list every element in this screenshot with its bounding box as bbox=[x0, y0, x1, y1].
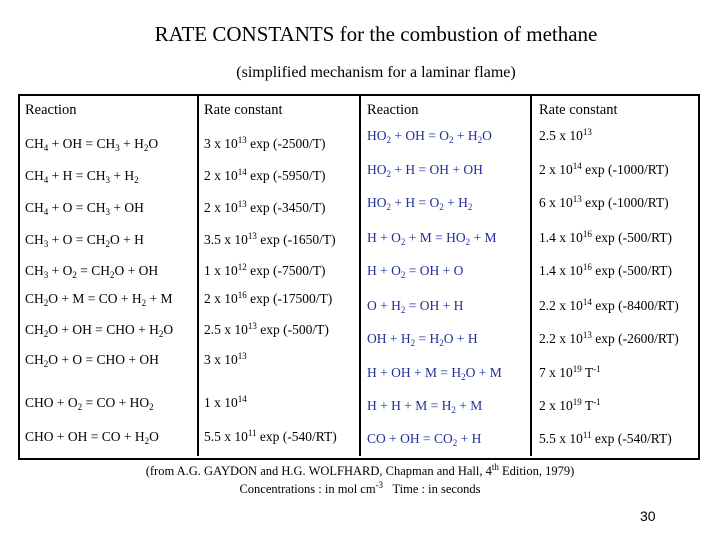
reaction-cell: $H + O_2$ = OH + O bbox=[367, 263, 464, 280]
rate-constant-cell: 7 x $10^{19}$ $T^{-1}$ bbox=[539, 364, 601, 380]
source-citation: (from A.G. GAYDON and H.G. WOLFHARD, Chapman and Hall, 4th Edition, 1979) bbox=[145, 462, 575, 478]
rate-constant-cell: 5.5 x $10^{11}$ exp (-540/RT) bbox=[204, 428, 337, 444]
reaction-cell: CHO + $O_2$ = CO + $HO_2$ bbox=[25, 395, 154, 412]
header-rate-right: Rate constant bbox=[539, 102, 618, 118]
rate-constant-cell: 5.5 x $10^{11}$ exp (-540/RT) bbox=[539, 430, 672, 446]
reaction-cell: $H + O_2 + M = HO_2 + M$ bbox=[367, 230, 497, 247]
reaction-cell: $HO_2 + H$ = OH + OH bbox=[367, 162, 483, 179]
units-note: Concentrations : in mol $cm^{-3}$ Time : in seconds bbox=[239, 480, 481, 496]
rate-constant-cell: 2 x $10^{16}$ exp (-17500/T) bbox=[204, 290, 333, 306]
reaction-cell: $CH_4 + H = CH_3 + H_2$ bbox=[25, 168, 139, 185]
rate-constant-cell: 2.5 x $10^{13}$ exp (-500/T) bbox=[204, 321, 329, 337]
reaction-cell: $O + H_2$ = OH + H bbox=[367, 298, 464, 315]
page-subtitle: (simplified mechanism for a laminar flame) bbox=[236, 64, 516, 81]
reaction-cell: $CH_4$ + OH = $CH_3 + H_2O$ bbox=[25, 136, 159, 153]
rate-constant-cell: 3 x $10^{13}$ bbox=[204, 351, 247, 367]
rate-constant-cell: 1 x $10^{12}$ exp (-7500/T) bbox=[204, 262, 326, 278]
column-divider bbox=[197, 94, 199, 456]
reaction-cell: $CH_2O + M$ = CO + $H_2 + M$ bbox=[25, 291, 173, 308]
reaction-cell: OH + $H_2 = H_2O + H$ bbox=[367, 331, 478, 348]
header-reaction-right: Reaction bbox=[367, 102, 419, 118]
rate-constant-cell: 1.4 x $10^{16}$ exp (-500/RT) bbox=[539, 229, 673, 245]
rate-constant-cell: 2 x $10^{13}$ exp (-3450/T) bbox=[204, 199, 326, 215]
reaction-cell: $CH_2O + O$ = CHO + OH bbox=[25, 352, 159, 369]
page-number: 30 bbox=[640, 508, 656, 524]
reaction-cell: $HO_2$ + OH = $O_2 + H_2O$ bbox=[367, 128, 492, 145]
rate-constant-cell: 2 x $10^{14}$ exp (-1000/RT) bbox=[539, 161, 669, 177]
rate-constant-cell: 6 x $10^{13}$ exp (-1000/RT) bbox=[539, 194, 669, 210]
reaction-cell: H + OH + $M = H_2O + M$ bbox=[367, 365, 502, 382]
reaction-cell: $CH_4 + O = CH_3$ + OH bbox=[25, 200, 144, 217]
rate-constant-cell: 1.4 x $10^{16}$ exp (-500/RT) bbox=[539, 262, 673, 278]
reaction-cell: $HO_2 + H = O_2 + H_2$ bbox=[367, 195, 473, 212]
header-reaction-left: Reaction bbox=[25, 102, 77, 118]
reaction-cell: $H + H + M = H_2 + M$ bbox=[367, 398, 483, 415]
header-rate-left: Rate constant bbox=[204, 102, 283, 118]
rate-constant-cell: 3 x $10^{13}$ exp (-2500/T) bbox=[204, 135, 326, 151]
rate-constant-cell: 2.2 x $10^{14}$ exp (-8400/RT) bbox=[539, 297, 679, 313]
reaction-cell: $CH_3 + O = CH_2O + H$ bbox=[25, 232, 144, 249]
rate-constant-cell: 2 x $10^{14}$ exp (-5950/T) bbox=[204, 167, 326, 183]
reaction-cell: $CH_2O$ + OH = CHO + $H_2O$ bbox=[25, 322, 174, 339]
reaction-cell: CO + OH = $CO_2 + H$ bbox=[367, 431, 482, 448]
rate-constant-cell: 2.2 x $10^{13}$ exp (-2600/RT) bbox=[539, 330, 679, 346]
rate-constant-cell: 2.5 x $10^{13}$ bbox=[539, 127, 592, 143]
rate-constant-cell: 2 x $10^{19}$ $T^{-1}$ bbox=[539, 397, 601, 413]
rate-constant-cell: 1 x $10^{14}$ bbox=[204, 394, 247, 410]
column-divider bbox=[359, 94, 361, 456]
reaction-cell: $CH_3 + O_2 = CH_2O$ + OH bbox=[25, 263, 159, 280]
reaction-cell: CHO + OH = CO + $H_2O$ bbox=[25, 429, 159, 446]
column-divider bbox=[530, 94, 532, 456]
page-title: RATE CONSTANTS for the combustion of methane bbox=[154, 22, 598, 46]
rate-constant-cell: 3.5 x $10^{13}$ exp (-1650/T) bbox=[204, 231, 336, 247]
